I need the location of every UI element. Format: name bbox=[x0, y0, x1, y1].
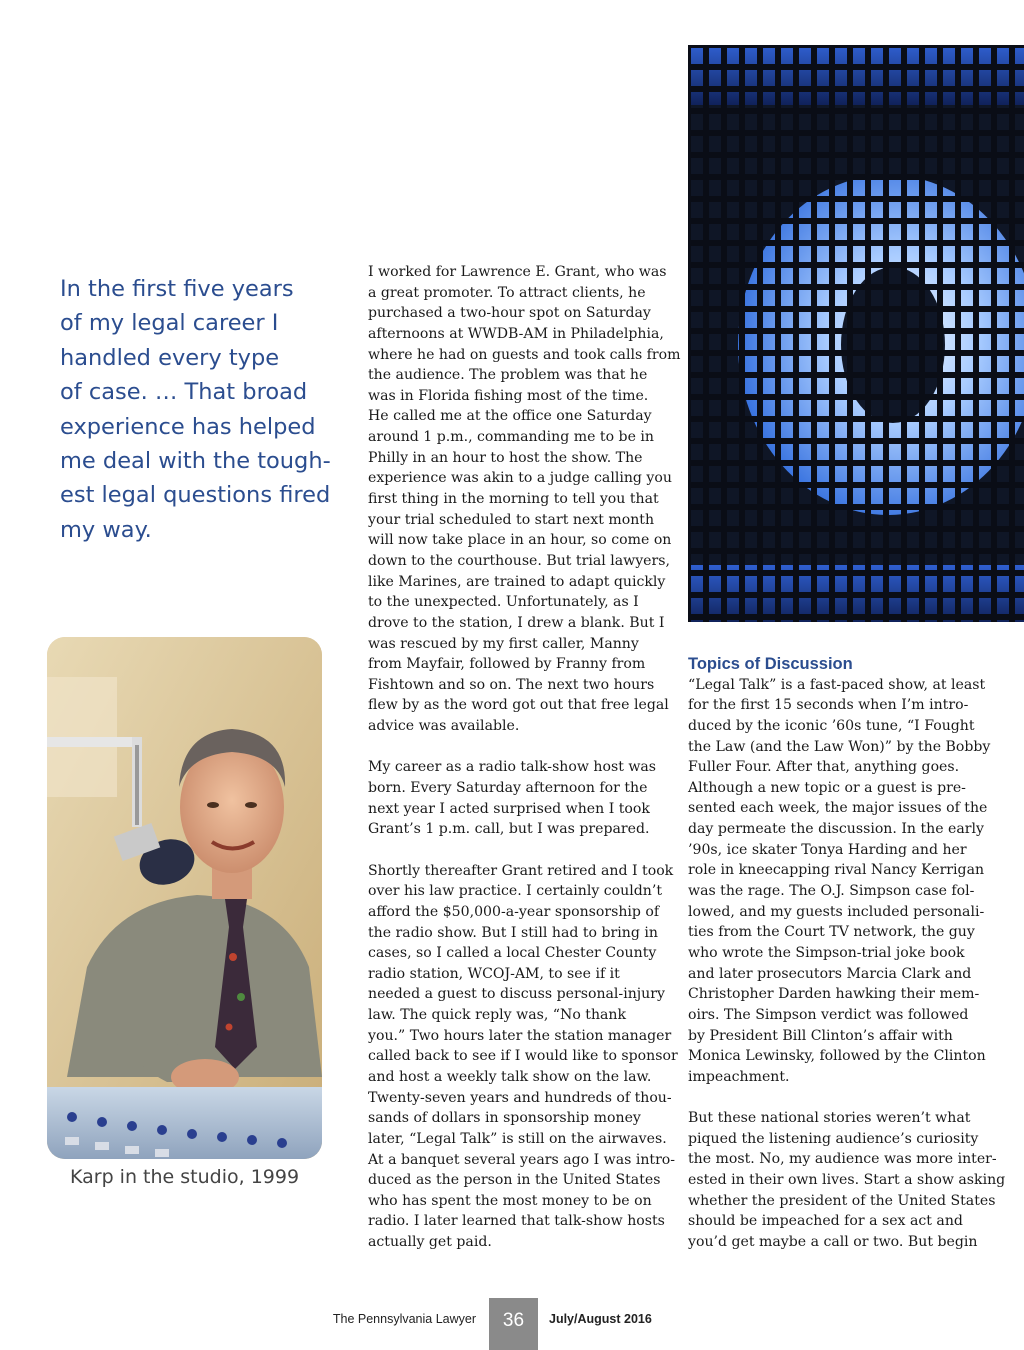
text-line: handled every type bbox=[60, 344, 280, 371]
text-line: I worked for Lawrence E. Grant, who was bbox=[368, 264, 667, 280]
text-line: flew by as the word got out that free legal bbox=[368, 697, 669, 714]
footer-publication: The Pennsylvania Lawyer bbox=[332, 1312, 476, 1326]
text-line: the audience. The problem was that he bbox=[368, 367, 648, 384]
led-display-image bbox=[688, 45, 1024, 622]
text-line: piqued the listening audience’s curiosity bbox=[688, 1130, 979, 1147]
text-line: over his law practice. I certainly couldn’t bbox=[368, 883, 663, 900]
text-line: you.” Two hours later the station manager bbox=[368, 1027, 672, 1044]
text-line: will now take place in an hour, so come on bbox=[368, 532, 672, 549]
text-line: impeachment. bbox=[688, 1068, 790, 1085]
footer-issue-date: July/August 2016 bbox=[549, 1312, 652, 1326]
text-line: first thing in the morning to tell you that bbox=[368, 491, 659, 508]
text-line: by President Bill Clinton’s affair with bbox=[688, 1027, 953, 1044]
text-line: ’90s, ice skater Tonya Harding and her bbox=[688, 841, 967, 858]
text-line: sented each week, the major issues of the bbox=[688, 800, 988, 817]
text-line: ested in their own lives. Start a show asking bbox=[688, 1172, 1006, 1189]
text-line: around 1 p.m., commanding me to be in bbox=[368, 429, 654, 446]
photo-caption: Karp in the studio, 1999 bbox=[70, 1166, 300, 1188]
text-line: Grant’s 1 p.m. call, but I was prepared. bbox=[368, 821, 650, 838]
text-line: Monica Lewinsky, followed by the Clinton bbox=[688, 1048, 986, 1065]
text-line: ties from the Court TV network, the guy bbox=[688, 924, 975, 941]
text-line: of my legal career I bbox=[60, 310, 279, 337]
text-line: day permeate the discussion. In the early bbox=[688, 821, 984, 838]
text-line: actually get paid. bbox=[368, 1234, 492, 1251]
text-line: purchased a two-hour spot on Saturday bbox=[368, 305, 651, 322]
text-line: est legal questions fired bbox=[60, 482, 331, 509]
text-line: experience has helped bbox=[60, 413, 316, 440]
text-line: the most. No, my audience was more inter- bbox=[688, 1151, 997, 1168]
text-line: a great promoter. To attract clients, he bbox=[368, 284, 646, 301]
text-line: In the first five years bbox=[60, 276, 294, 302]
text-line: drove to the station, I drew a blank. But I bbox=[368, 614, 665, 631]
text-line: your trial scheduled to start next month bbox=[368, 511, 655, 528]
page-number: 36 bbox=[489, 1298, 538, 1350]
text-line: born. Every Saturday afternoon for the bbox=[368, 780, 648, 797]
text-line: the Law (and the Law Won)” by the Bobby bbox=[688, 738, 991, 755]
text-line: advice was available. bbox=[368, 718, 520, 735]
text-line: He called me at the office one Saturday bbox=[368, 408, 652, 425]
text-line: Christopher Darden hawking their mem- bbox=[688, 986, 980, 1003]
text-line: of case. … That broad bbox=[60, 379, 308, 406]
text-line: sands of dollars in sponsorship money bbox=[368, 1110, 641, 1127]
text-line: afternoons at WWDB-AM in Philadelphia, bbox=[368, 325, 664, 342]
text-line: oirs. The Simpson verdict was followed bbox=[688, 1006, 969, 1023]
text-line: to the unexpected. Unfortunately, as I bbox=[368, 594, 639, 611]
text-line: and later prosecutors Marcia Clark and bbox=[688, 965, 972, 982]
text-line: you’d get maybe a call or two. But begin bbox=[688, 1233, 978, 1250]
text-line: Fuller Four. After that, anything goes. bbox=[688, 759, 960, 776]
text-line: and host a weekly talk show on the law. bbox=[368, 1068, 652, 1085]
pull-quote bbox=[60, 272, 331, 547]
text-line: next year I acted surprised when I took bbox=[368, 800, 650, 817]
text-line: down to the courthouse. But trial lawyers, bbox=[368, 552, 670, 569]
text-line: was the rage. The O.J. Simpson case fol- bbox=[688, 883, 975, 900]
text-line: Shortly thereafter Grant retired and I took bbox=[368, 862, 674, 879]
text-line: was rescued by my first caller, Manny bbox=[368, 635, 639, 652]
studio-photo bbox=[47, 637, 322, 1159]
text-line: where he had on guests and took calls from bbox=[368, 346, 681, 363]
text-line: cases, so I called a local Chester County bbox=[368, 945, 657, 962]
text-line: “Legal Talk” is a fast-paced show, at least bbox=[688, 676, 986, 693]
page-footer bbox=[0, 1298, 1024, 1350]
text-line: Twenty-seven years and hundreds of thou- bbox=[368, 1089, 672, 1106]
text-line: who has spent the most money to be on bbox=[368, 1192, 652, 1209]
text-line: whether the president of the United States bbox=[688, 1192, 996, 1209]
text-line: duced by the iconic ’60s tune, “I Fought bbox=[688, 717, 975, 734]
text-line: Philly in an hour to host the show. The bbox=[368, 449, 643, 466]
text-line: should be impeached for a sex act and bbox=[688, 1213, 963, 1230]
text-line: But these national stories weren’t what bbox=[688, 1110, 971, 1127]
text-line: from Mayfair, followed by Franny from bbox=[368, 656, 646, 673]
text-line: At a banquet several years ago I was intro- bbox=[368, 1151, 676, 1168]
text-line: called back to see if I would like to sponsor bbox=[368, 1048, 678, 1065]
article-column-middle bbox=[368, 262, 681, 1253]
text-line: later, “Legal Talk” is still on the airwaves. bbox=[368, 1130, 667, 1147]
text-line: law. The quick reply was, “No thank bbox=[368, 1007, 627, 1024]
text-line: for the first 15 seconds when I’m intro- bbox=[688, 697, 969, 714]
text-line: radio station, WCOJ-AM, to see if it bbox=[368, 965, 620, 982]
text-line: Although a new topic or a guest is pre- bbox=[688, 779, 966, 796]
text-line: radio. I later learned that talk-show hosts bbox=[368, 1213, 665, 1230]
text-line: needed a guest to discuss personal-injury bbox=[368, 986, 665, 1003]
article-column-right bbox=[688, 654, 1006, 1253]
text-line: afford the $50,000-a-year sponsorship of bbox=[368, 903, 660, 920]
text-line: My career as a radio talk-show host was bbox=[368, 759, 657, 776]
text-line: my way. bbox=[60, 516, 152, 543]
text-line: duced as the person in the United States bbox=[368, 1172, 661, 1189]
text-line: lowed, and my guests included personali- bbox=[688, 903, 985, 920]
text-line: role in kneecapping rival Nancy Kerrigan bbox=[688, 862, 985, 879]
text-line: Fishtown and so on. The next two hours bbox=[368, 676, 655, 693]
text-line: like Marines, are trained to adapt quickly bbox=[368, 573, 666, 590]
section-heading: Topics of Discussion bbox=[688, 655, 853, 673]
text-line: the radio show. But I still had to bring in bbox=[368, 924, 658, 941]
text-line: experience was akin to a judge calling you bbox=[368, 470, 672, 487]
text-line: me deal with the tough- bbox=[60, 448, 331, 475]
text-line: who wrote the Simpson-trial joke book bbox=[688, 944, 965, 961]
text-line: was in Florida fishing most of the time. bbox=[368, 387, 649, 404]
